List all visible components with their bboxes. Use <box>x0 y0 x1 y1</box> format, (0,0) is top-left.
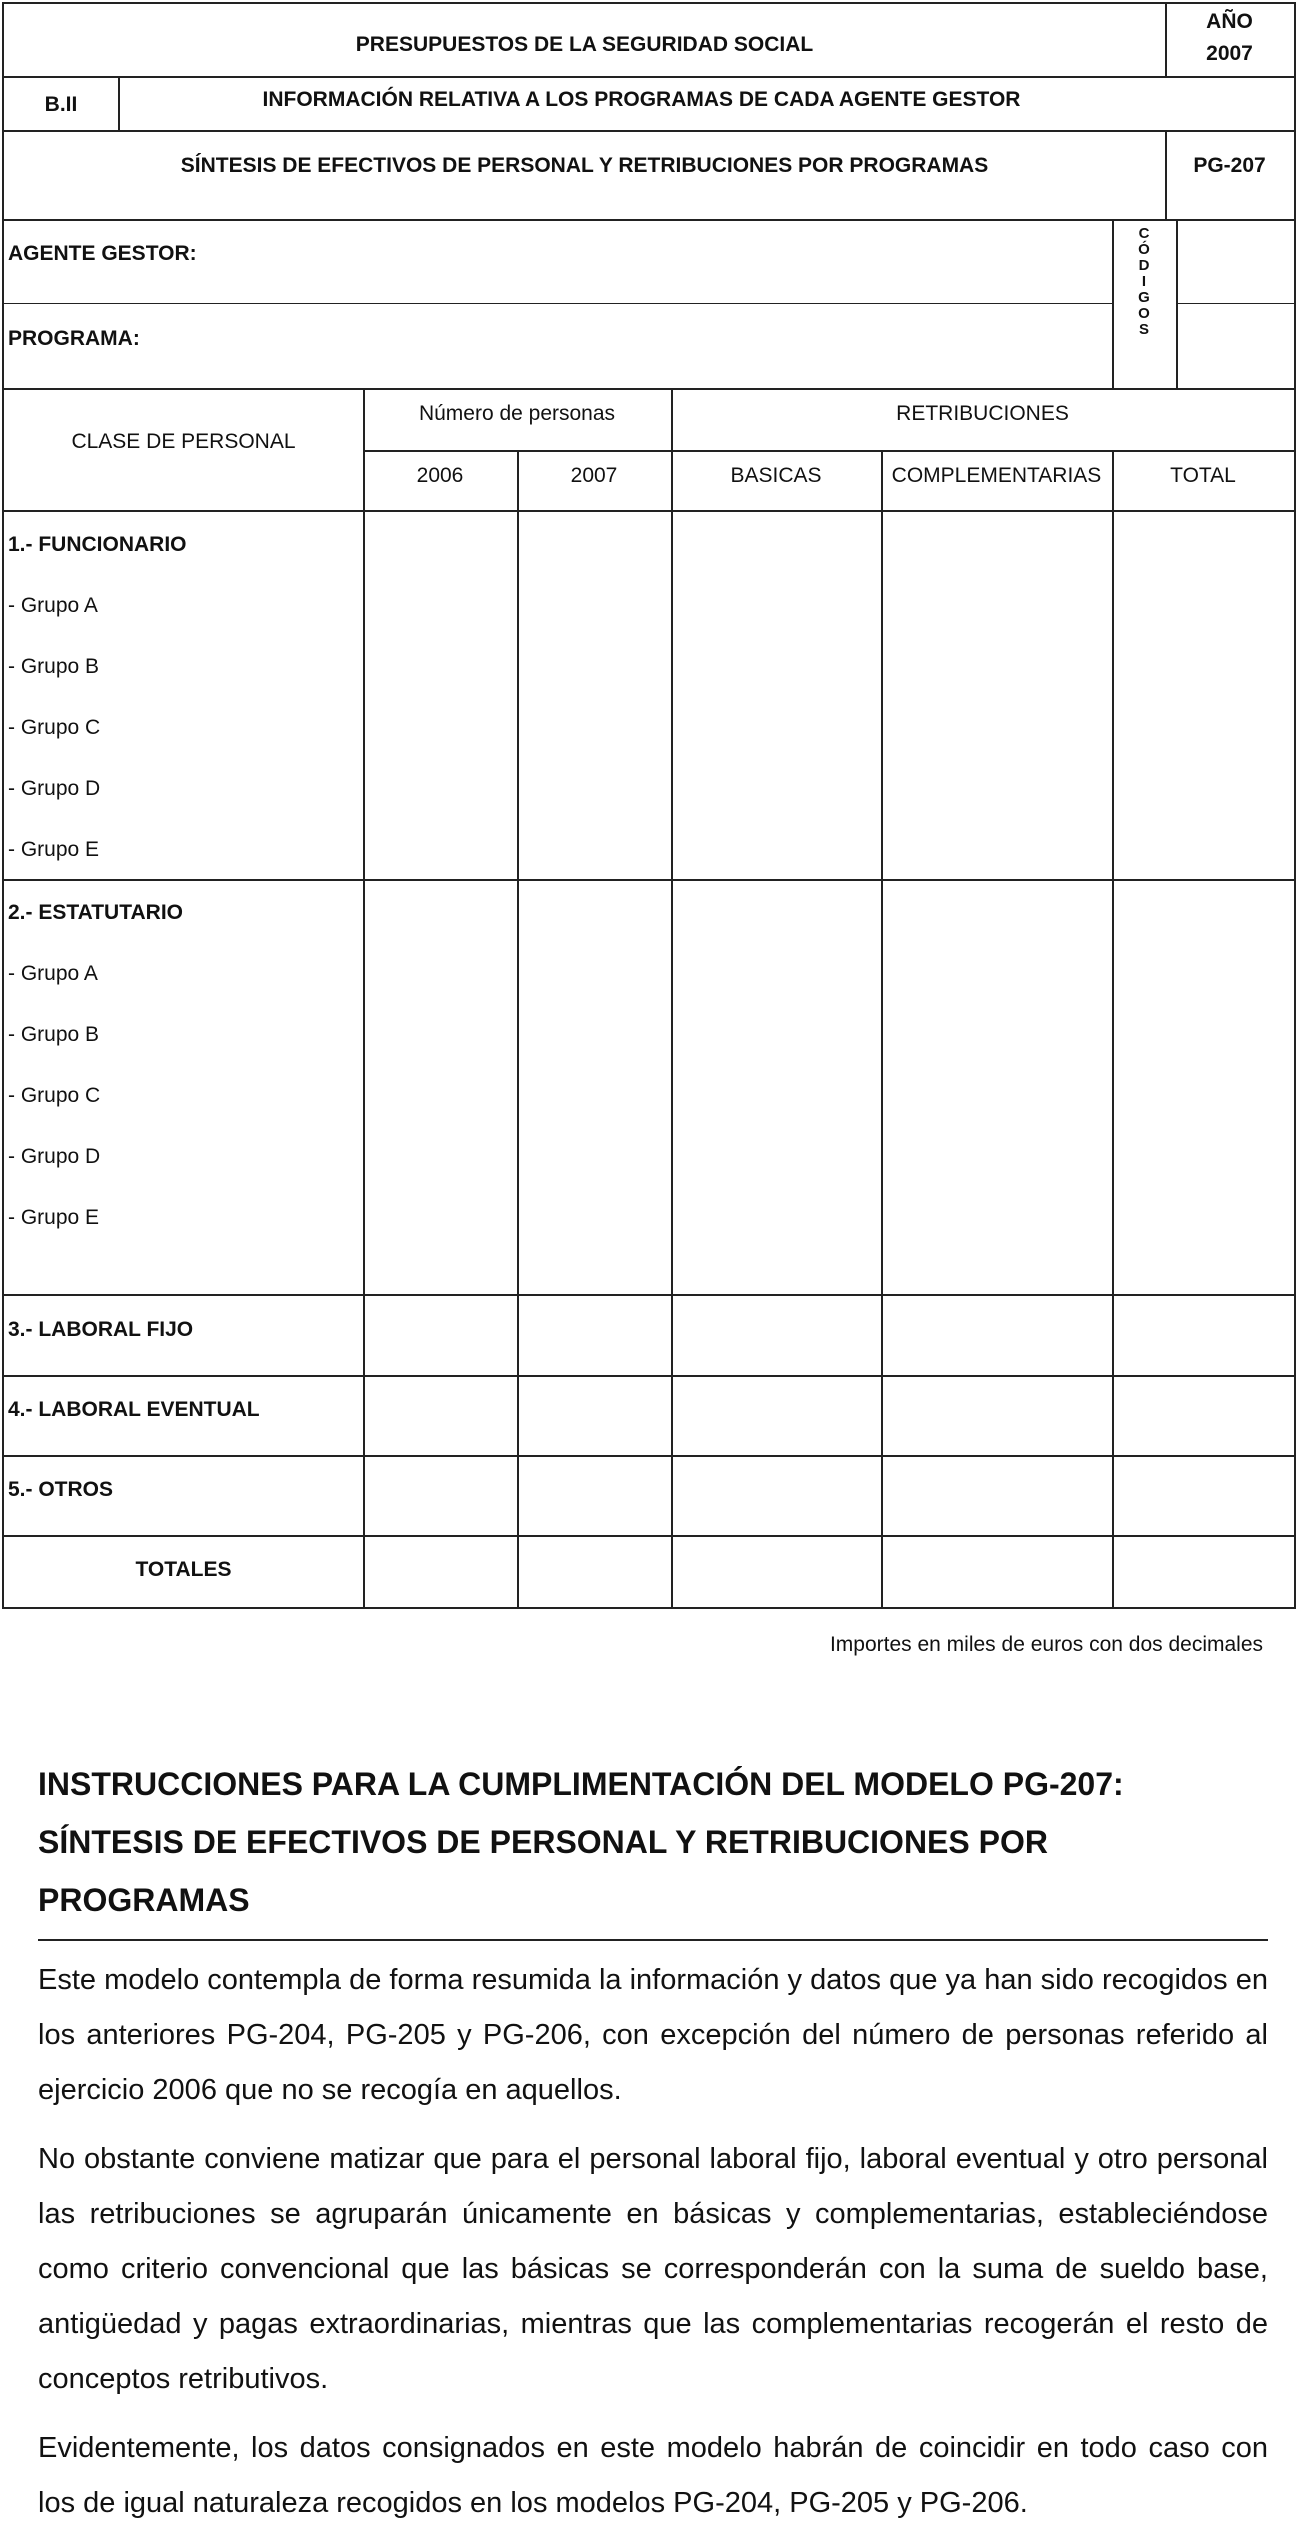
codigos-letter: D <box>1138 257 1150 274</box>
row-totales: TOTALES <box>135 1558 232 1581</box>
divider <box>4 219 1294 221</box>
agente-gestor-label: AGENTE GESTOR: <box>8 242 197 265</box>
divider <box>4 388 1294 390</box>
col-2006-header: 2006 <box>416 464 464 487</box>
row-funcionario: 1.- FUNCIONARIO <box>8 533 187 556</box>
row-grupo-b: - Grupo B <box>8 655 100 678</box>
col-complementarias-header: COMPLEMENTARIAS <box>891 464 1102 487</box>
codigos-letter: O <box>1138 305 1150 322</box>
divider <box>1176 219 1178 388</box>
divider <box>363 388 365 1607</box>
form-title: PRESUPUESTOS DE LA SEGURIDAD SOCIAL <box>355 33 814 56</box>
row-grupo-c: - Grupo C <box>8 716 101 739</box>
row-grupo-e: - Grupo E <box>8 1206 100 1229</box>
divider <box>363 450 1294 452</box>
instructions-paragraph: Este modelo contempla de forma resumida la información y datos que ya han sido recogidos en los anteriores PG-204, PG-205 y PG-206, con excepción del número de personas referido al ejercicio 2006 que no se recogía en aquellos. <box>38 1964 1268 2106</box>
programa-label: PROGRAMA: <box>8 327 140 350</box>
instructions-rule <box>38 1939 1268 1941</box>
footnote: Importes en miles de euros con dos decimales <box>829 1633 1263 1656</box>
instructions-title: INSTRUCCIONES PARA LA CUMPLIMENTACIÓN DEL MODELO PG-207: SÍNTESIS DE EFECTIVOS DE PERSONAL Y RETRIBUCIONES POR PROGRAMAS <box>38 1766 1124 1918</box>
divider <box>4 879 1294 881</box>
divider <box>4 76 1294 78</box>
row-otros: 5.- OTROS <box>8 1478 114 1501</box>
model-title: SÍNTESIS DE EFECTIVOS DE PERSONAL Y RETRIBUCIONES POR PROGRAMAS <box>180 154 989 177</box>
col-2007-header: 2007 <box>570 464 618 487</box>
divider <box>881 450 883 1607</box>
codigos-letter: Ó <box>1138 241 1150 258</box>
year-value: 2007 <box>1206 42 1253 65</box>
model-code: PG-207 <box>1193 154 1266 177</box>
divider <box>517 450 519 1607</box>
row-estatutario: 2.- ESTATUTARIO <box>8 901 183 924</box>
instructions <box>38 1755 1268 2531</box>
divider <box>4 1294 1294 1296</box>
col-basicas-header: BASICAS <box>730 464 822 487</box>
codigos-letter: C <box>1138 225 1150 242</box>
codigos-letter: I <box>1141 273 1147 290</box>
year-label: AÑO <box>1206 10 1253 33</box>
divider <box>4 130 1294 132</box>
row-grupo-b: - Grupo B <box>8 1023 100 1046</box>
divider <box>4 303 1112 304</box>
divider <box>1176 303 1294 304</box>
row-grupo-a: - Grupo A <box>8 594 98 617</box>
divider <box>4 1455 1294 1457</box>
divider <box>4 510 1294 512</box>
codigos-letter: S <box>1138 321 1149 338</box>
col-total-header: TOTAL <box>1170 464 1236 487</box>
divider <box>4 1375 1294 1377</box>
row-laboral-eventual: 4.- LABORAL EVENTUAL <box>8 1398 260 1421</box>
codigos-letter: G <box>1138 289 1150 306</box>
row-laboral-fijo: 3.- LABORAL FIJO <box>8 1318 194 1341</box>
divider <box>671 388 673 1607</box>
divider <box>1112 450 1114 1607</box>
section-code: B.II <box>44 93 78 116</box>
numero-personas-header: Número de personas <box>418 402 616 425</box>
row-grupo-e: - Grupo E <box>8 838 100 861</box>
row-grupo-d: - Grupo D <box>8 1145 101 1168</box>
clase-personal-header: CLASE DE PERSONAL <box>71 430 296 453</box>
instructions-paragraph: No obstante conviene matizar que para el personal laboral fijo, laboral eventual y otro personal las retribuciones se agruparán únicamente en básicas y complementarias, estableciéndose como criterio convencional que las básicas se corresponderán con la suma de sueldo base, antigüedad y pagas extraordinarias, mientras que las complementarias recogerán el resto de conceptos retributivos. <box>38 2143 1268 2395</box>
instructions-paragraph: Evidentemente, los datos consignados en este modelo habrán de coincidir en todo caso con los de igual naturaleza recogidos en los modelos PG-204, PG-205 y PG-206. <box>38 2432 1268 2519</box>
row-grupo-d: - Grupo D <box>8 777 101 800</box>
retribuciones-header: RETRIBUCIONES <box>896 402 1069 425</box>
divider <box>4 1535 1294 1537</box>
form-pg207 <box>2 2 1296 1609</box>
form-subtitle: INFORMACIÓN RELATIVA A LOS PROGRAMAS DE CADA AGENTE GESTOR <box>262 88 1021 111</box>
codigos-label <box>1112 226 1176 338</box>
row-grupo-a: - Grupo A <box>8 962 98 985</box>
row-grupo-c: - Grupo C <box>8 1084 101 1107</box>
